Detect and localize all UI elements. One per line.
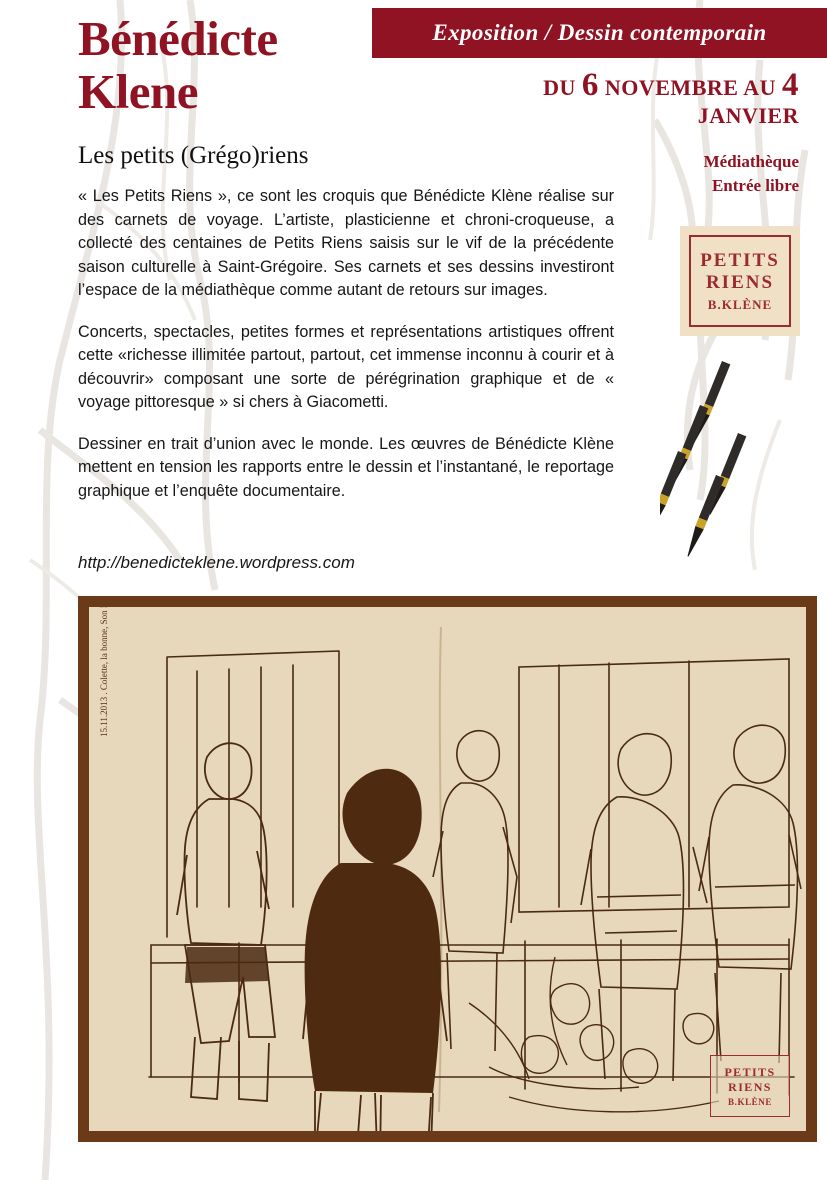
paragraph-1: « Les Petits Riens », ce sont les croquis que Bénédicte Klène réalise sur des carnets de voyage. L’artiste, plasticienne et chroni-croqueuse, a collecté des centaines de Petits Riens saisis sur le vif de la précédente saison culturelle à Saint-Grégoire. Ses carnets et ses dessins investiront l’espace de la médiathèque comme autant de retours sur images. xyxy=(78,187,614,299)
sketch-drawing xyxy=(89,607,806,1131)
artist-name-line2: Klene xyxy=(78,64,198,119)
date-middle: NOVEMBRE AU xyxy=(598,75,782,100)
sketch-caption xyxy=(99,717,109,737)
description-text xyxy=(78,185,614,503)
sketch-stamp-line-1: PETITS xyxy=(724,1065,776,1079)
stamp-line-2: RIENS xyxy=(705,271,775,293)
sketch-stamp-line-2: RIENS xyxy=(728,1080,772,1094)
stamp-inner xyxy=(689,235,791,327)
paragraph-3: Dessiner en trait d’union avec le monde. Les œuvres de Bénédicte Klène mettent en tension les rapports entre le dessin et l’instantané, le reportage graphique et l’enquête documentaire. xyxy=(78,434,614,500)
stamp-line-3: B.KLÈNE xyxy=(707,296,773,312)
sketch-stamp-line-3: B.KLÈNE xyxy=(728,1097,772,1107)
website-url[interactable]: http://benedicteklene.wordpress.com xyxy=(78,553,355,572)
stamp-line-1: PETITS xyxy=(700,249,780,271)
date-prefix: DU xyxy=(543,75,582,100)
paragraph-2: Concerts, spectacles, petites formes et représentations artistiques offrent cette «richesse illimitée partout, partout, cet immense inconnu à courir et à découvrir» composant une sorte de pérégrination graphique et de « voyage pittoresque » si chers à Giacometti. xyxy=(78,322,614,411)
date-day-start: 6 xyxy=(581,67,599,103)
date-line-1 xyxy=(329,67,799,103)
artist-name xyxy=(78,12,278,118)
paintbrushes-illustration xyxy=(660,355,825,575)
petits-riens-stamp xyxy=(680,226,800,336)
date-day-end: 4 xyxy=(782,67,799,103)
sketch-image xyxy=(89,607,806,1131)
header-band-text: Exposition / Dessin contemporain xyxy=(432,20,767,45)
page-title: Les petits (Grégo)riens xyxy=(78,142,309,169)
sketch-stamp xyxy=(710,1055,790,1117)
venue-name: Médiathèque xyxy=(703,152,799,171)
exhibition-dates xyxy=(329,67,799,129)
artwork-frame xyxy=(78,596,817,1142)
date-line-2: JANVIER xyxy=(697,103,799,128)
venue-admission: Entrée libre xyxy=(711,176,799,195)
artist-name-line1: Bénédicte xyxy=(78,11,278,66)
header-band xyxy=(372,8,827,58)
